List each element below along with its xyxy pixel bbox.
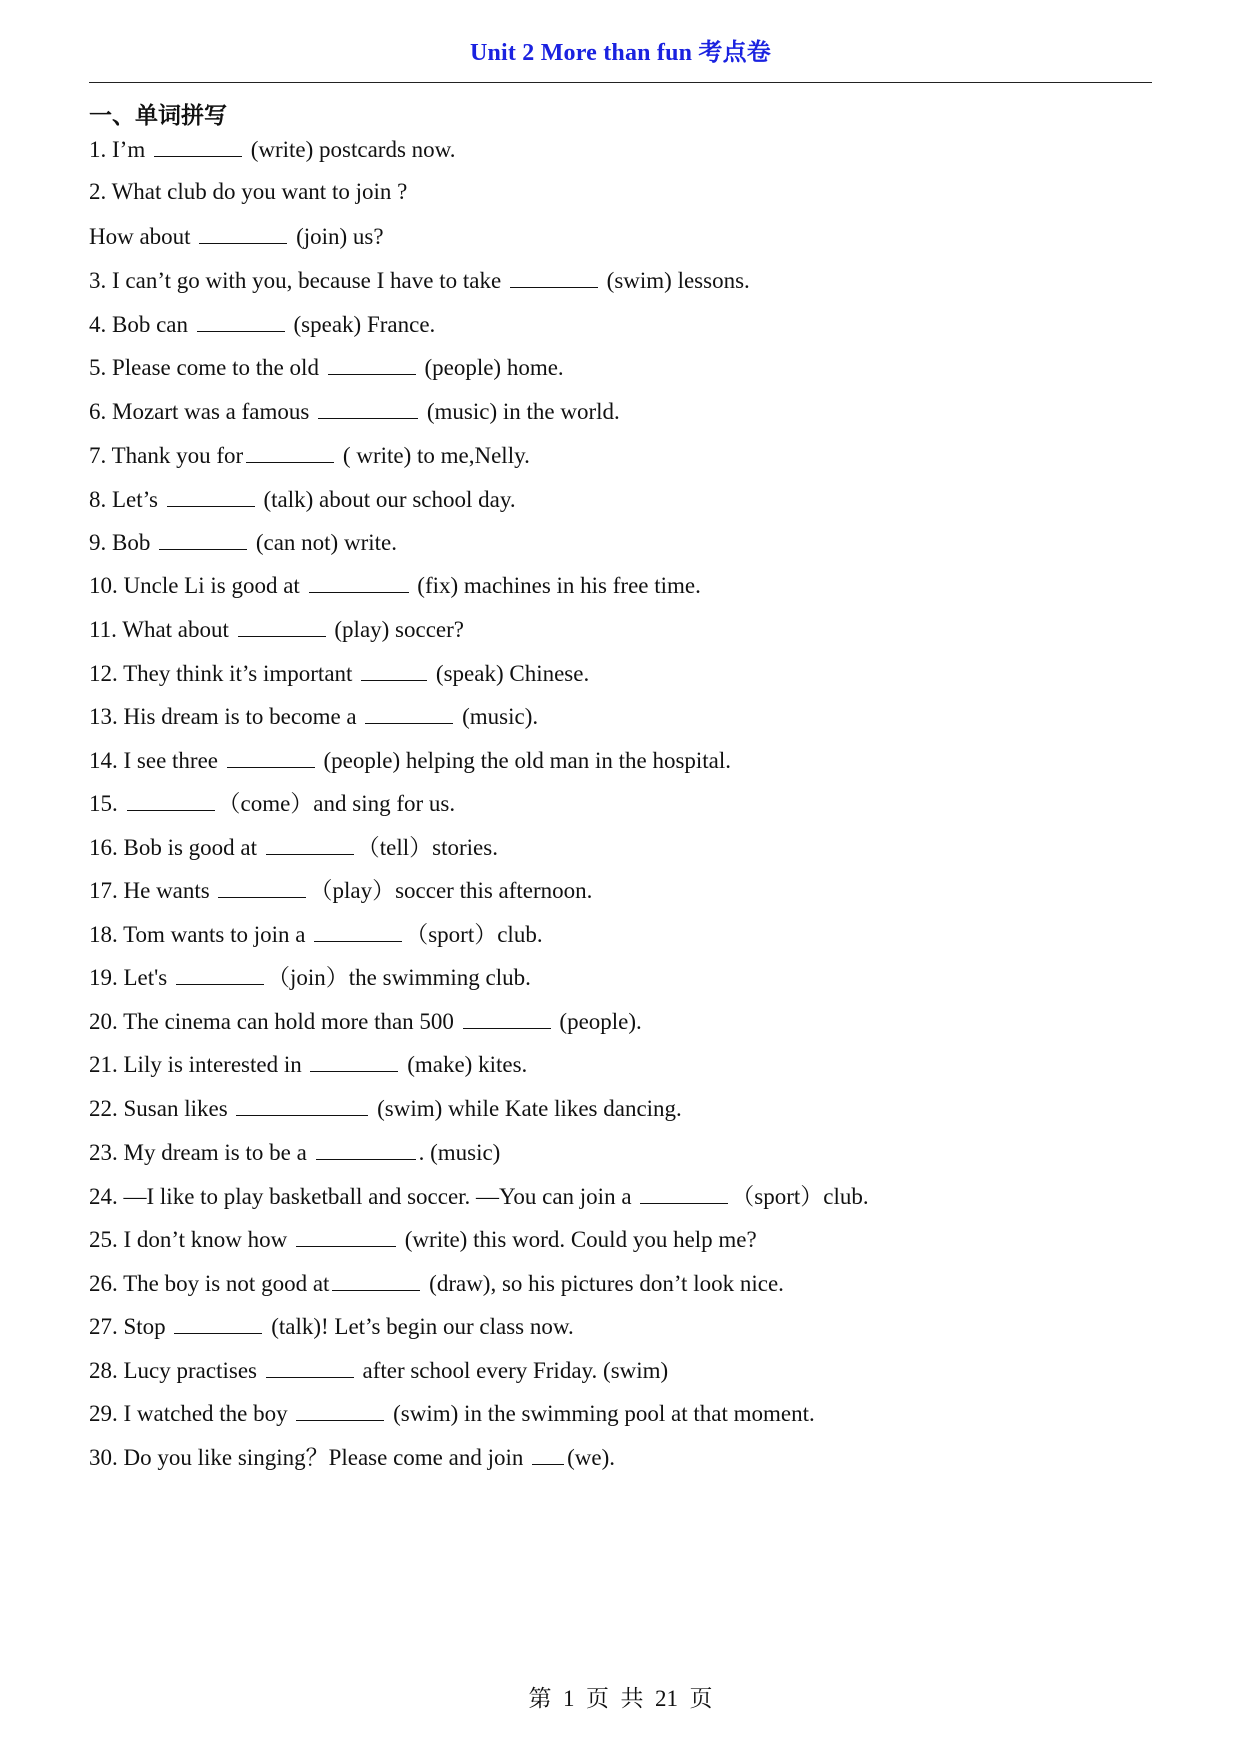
- question-item: [89, 614, 464, 645]
- answer-blank[interactable]: [174, 1311, 262, 1334]
- question-text-after: （come）and sing for us.: [217, 791, 456, 816]
- question-text-after: (talk)! Let’s begin our class now.: [265, 1314, 574, 1339]
- question-item: [89, 352, 564, 383]
- question-text-before: 21. Lily is interested in: [89, 1052, 308, 1077]
- answer-blank[interactable]: [314, 919, 402, 942]
- question-text-before: 4. Bob can: [89, 312, 194, 337]
- question-text-before: 25. I don’t know how: [89, 1227, 294, 1252]
- question-text-before: 7. Thank you for: [89, 443, 244, 468]
- answer-blank[interactable]: [463, 1006, 551, 1029]
- question-item: [89, 484, 516, 515]
- answer-blank[interactable]: [159, 527, 247, 550]
- question-item: [89, 1006, 642, 1037]
- page-title: Unit 2 More than fun 考点卷: [469, 40, 772, 66]
- question-text-after: (play) soccer?: [328, 617, 465, 642]
- answer-blank[interactable]: [510, 265, 598, 288]
- question-item: [89, 1442, 615, 1473]
- question-item: [89, 1268, 784, 1299]
- question-text-before: 24. —I like to play basketball and soccer. —You can join a: [89, 1184, 638, 1209]
- question-text-after: (swim) while Kate likes dancing.: [371, 1096, 682, 1121]
- question-text-before: 6. Mozart was a famous: [89, 399, 316, 424]
- question-item: [89, 570, 701, 601]
- question-item: [89, 221, 384, 252]
- question-text-after: (make) kites.: [401, 1052, 528, 1077]
- question-item: [89, 875, 592, 906]
- question-item: [89, 1137, 500, 1168]
- question-text-after: （sport）club.: [405, 922, 543, 947]
- question-item: [89, 1049, 527, 1080]
- question-text-before: 29. I watched the boy: [89, 1401, 294, 1426]
- answer-blank[interactable]: [266, 832, 354, 855]
- question-text-before: 27. Stop: [89, 1314, 172, 1339]
- question-text-after: (music) in the world.: [421, 399, 620, 424]
- question-text-after: (speak) Chinese.: [430, 661, 590, 686]
- question-text-before: 15.: [89, 791, 124, 816]
- question-text-after: (we).: [567, 1445, 616, 1470]
- question-item: [89, 1181, 869, 1212]
- answer-blank[interactable]: [309, 570, 409, 593]
- answer-blank[interactable]: [316, 1137, 416, 1160]
- question-item: [89, 962, 531, 993]
- question-item: [89, 265, 750, 296]
- answer-blank[interactable]: [365, 701, 453, 724]
- answer-blank[interactable]: [127, 788, 215, 811]
- question-text-before: 12. They think it’s important: [89, 661, 359, 686]
- question-item: [89, 745, 731, 776]
- answer-blank[interactable]: [332, 1268, 420, 1291]
- answer-blank[interactable]: [227, 745, 315, 768]
- question-item: [89, 527, 397, 558]
- question-item: [89, 1093, 682, 1124]
- question-text-after: （sport）club.: [731, 1184, 869, 1209]
- question-text-before: 17. He wants: [89, 878, 216, 903]
- answer-blank[interactable]: [640, 1181, 728, 1204]
- answer-blank[interactable]: [197, 309, 285, 332]
- question-text-after: （tell）stories.: [356, 835, 498, 860]
- answer-blank[interactable]: [246, 440, 334, 463]
- answer-blank[interactable]: [318, 396, 418, 419]
- question-text-before: How about: [89, 224, 197, 249]
- answer-blank[interactable]: [361, 658, 427, 681]
- answer-blank[interactable]: [266, 1355, 354, 1378]
- answer-blank[interactable]: [236, 1093, 368, 1116]
- question-text-before: 2. What club do you want to join ?: [89, 179, 408, 204]
- header-divider: [89, 82, 1152, 83]
- page-number: 第 1 页 共 21 页: [528, 1686, 713, 1711]
- section-title: 一、单词拼写: [89, 103, 227, 129]
- question-text-after: (swim) lessons.: [600, 268, 750, 293]
- question-item: [89, 396, 620, 427]
- question-text-after: (people).: [553, 1009, 642, 1034]
- question-text-before: 1. I’m: [89, 137, 151, 162]
- question-text-before: 16. Bob is good at: [89, 835, 263, 860]
- question-text-before: 9. Bob: [89, 530, 157, 555]
- question-text-after: (draw), so his pictures don’t look nice.: [423, 1271, 784, 1296]
- question-text-after: (write) postcards now.: [244, 137, 456, 162]
- question-text-after: (people) helping the old man in the hospital.: [317, 748, 732, 773]
- question-text-after: (speak) France.: [287, 312, 436, 337]
- question-text-after: . (music): [418, 1140, 501, 1165]
- question-text-before: 13. His dream is to become a: [89, 704, 363, 729]
- question-text-after: (can not) write.: [250, 530, 397, 555]
- question-item: [89, 658, 589, 689]
- question-text-before: 5. Please come to the old: [89, 355, 325, 380]
- question-text-before: 26. The boy is not good at: [89, 1271, 330, 1296]
- answer-blank[interactable]: [218, 875, 306, 898]
- question-item: [89, 1224, 757, 1255]
- question-item: [89, 1355, 668, 1386]
- question-item: [89, 177, 407, 207]
- question-item: [89, 309, 435, 340]
- question-text-before: 23. My dream is to be a: [89, 1140, 313, 1165]
- question-text-after: (people) home.: [418, 355, 564, 380]
- question-text-after: （join）the swimming club.: [267, 965, 531, 990]
- question-text-before: 3. I can’t go with you, because I have to take: [89, 268, 507, 293]
- question-text-after: (talk) about our school day.: [257, 487, 516, 512]
- question-item: [89, 701, 538, 732]
- answer-blank[interactable]: [167, 484, 255, 507]
- question-item: [89, 1398, 815, 1429]
- question-text-before: 20. The cinema can hold more than 500: [89, 1009, 460, 1034]
- answer-blank[interactable]: [296, 1224, 396, 1247]
- question-item: [89, 440, 530, 471]
- question-item: [89, 832, 498, 863]
- question-item: [89, 1311, 574, 1342]
- question-text-after: (music).: [456, 704, 539, 729]
- question-text-before: 10. Uncle Li is good at: [89, 573, 306, 598]
- answer-blank[interactable]: [199, 221, 287, 244]
- question-item: [89, 134, 456, 165]
- question-text-before: 18. Tom wants to join a: [89, 922, 312, 947]
- question-text-after: (join) us?: [290, 224, 384, 249]
- question-text-before: 22. Susan likes: [89, 1096, 234, 1121]
- answer-blank[interactable]: [176, 962, 264, 985]
- question-text-after: (fix) machines in his free time.: [411, 573, 701, 598]
- answer-blank[interactable]: [328, 352, 416, 375]
- answer-blank[interactable]: [310, 1049, 398, 1072]
- answer-blank[interactable]: [532, 1442, 564, 1465]
- question-text-before: 11. What about: [89, 617, 235, 642]
- question-text-before: 8. Let’s: [89, 487, 164, 512]
- question-text-before: 28. Lucy practises: [89, 1358, 263, 1383]
- question-item: [89, 788, 455, 819]
- answer-blank[interactable]: [238, 614, 326, 637]
- question-text-after: （play）soccer this afternoon.: [309, 878, 593, 903]
- question-text-before: 14. I see three: [89, 748, 224, 773]
- question-text-before: 19. Let's: [89, 965, 173, 990]
- answer-blank[interactable]: [154, 134, 242, 157]
- question-text-after: after school every Friday. (swim): [356, 1358, 669, 1383]
- question-text-before: 30. Do you like singing？Please come and join: [89, 1445, 530, 1470]
- question-text-after: ( write) to me,Nelly.: [337, 443, 530, 468]
- question-item: [89, 919, 543, 950]
- question-text-after: (swim) in the swimming pool at that moment.: [387, 1401, 815, 1426]
- question-text-after: (write) this word. Could you help me?: [399, 1227, 757, 1252]
- answer-blank[interactable]: [296, 1398, 384, 1421]
